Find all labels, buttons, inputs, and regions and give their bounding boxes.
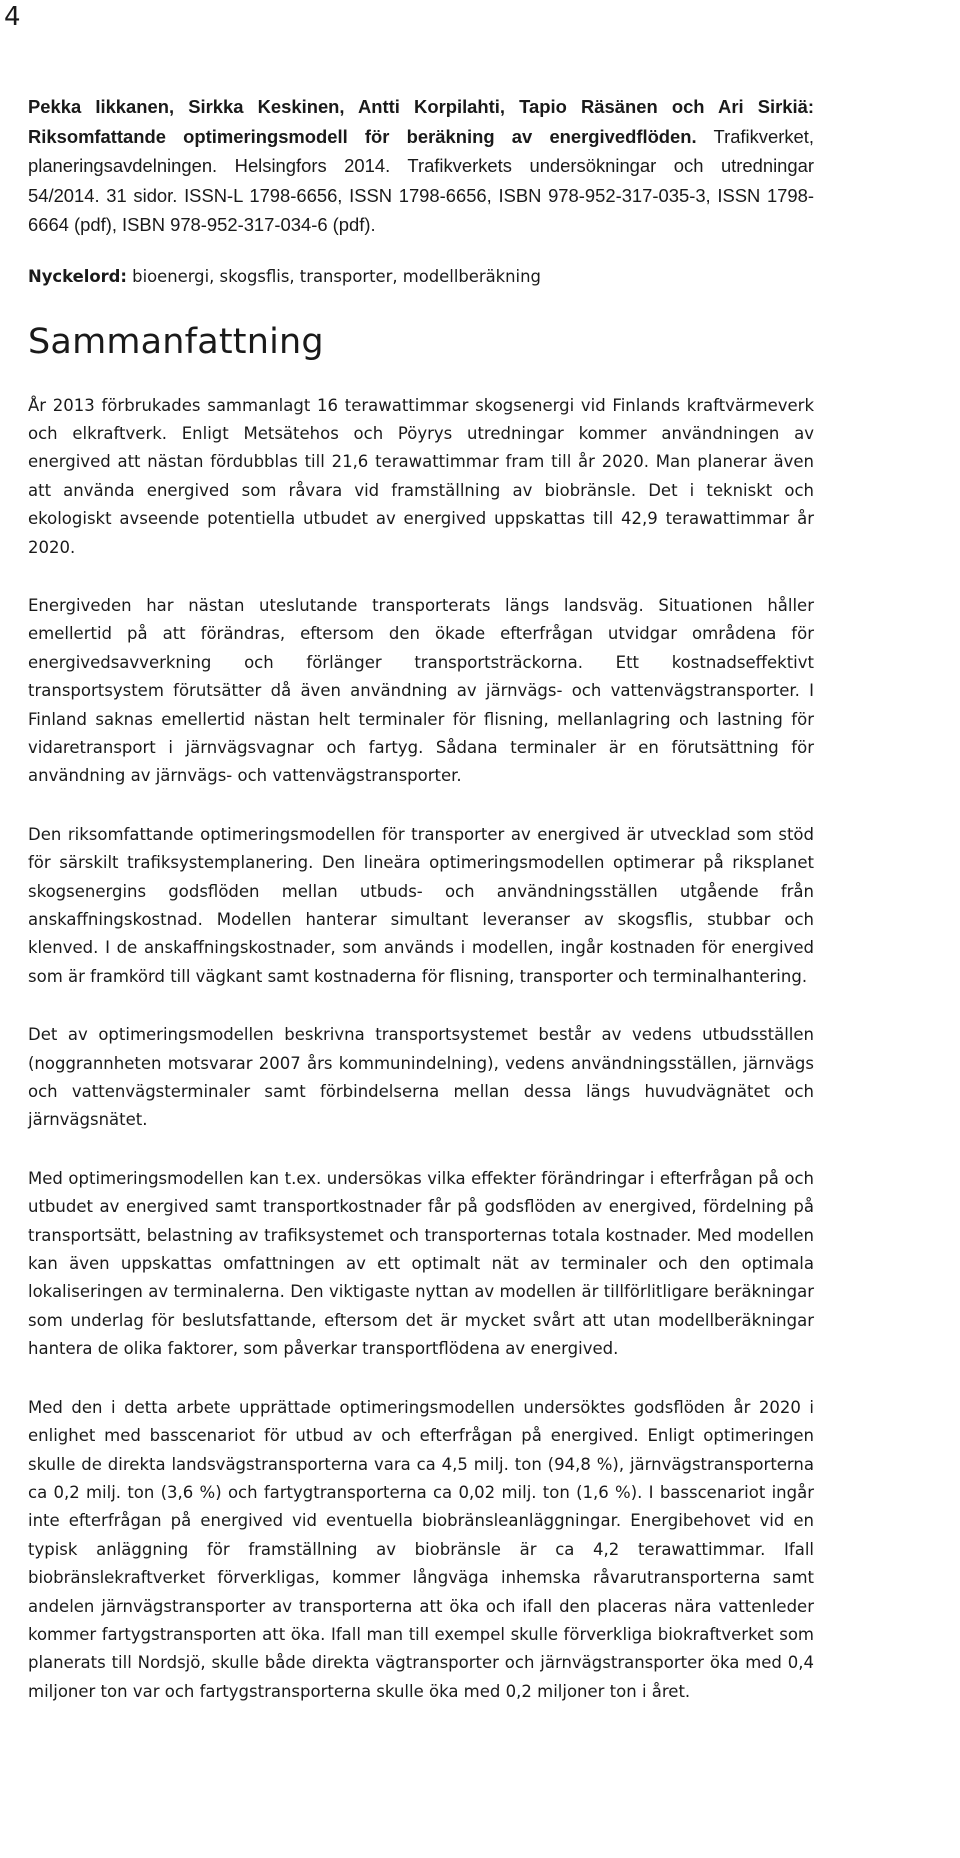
keywords-value: bioenergi, skogsflis, transporter, modellberäkning: [132, 266, 541, 286]
page-content: [28, 92, 814, 1706]
bibliographic-reference: [28, 92, 814, 240]
summary-heading: Sammanfattning: [28, 321, 324, 362]
summary-paragraph: Med den i detta arbete upprättade optimeringsmodellen undersöktes godsflöden år 2020 i enlighet med basscenariot för utbud av och efterfrågan på energived. Enligt optimeringen skulle de direkta landsvägstransporterna vara ca 4,5 milj. ton (94,8 %), järnvägstransporterna ca 0,2 milj. ton (3,6 %) och fartygtransporterna ca 0,02 milj. ton (1,6 %). I basscenariot ingår inte efterfrågan på energived vid eventuella biobränsleanläggningar. Energibehovet vid en typisk anläggning för framställning av biobränsle är ca 4,2 terawattimmar. Ifall biobränslekraftverket förverkligas, kommer långväga inhemska råvarutransporterna samt andelen järnvägstransporter av transporterna att öka och ifall den placeras nära vattenleder kommer fartygstransporten att öka. Ifall man till exempel skulle förverkliga biokraftverket som planerats till Nordsjö, skulle både direkta vägtransporter och järnvägstransporter öka med 0,4 miljoner ton var och fartygstransporterna skulle öka med 0,2 miljoner ton i året.: [28, 1397, 814, 1701]
page-number: 4: [4, 2, 21, 32]
summary-paragraph: Med optimeringsmodellen kan t.ex. undersökas vilka effekter förändringar i efterfrågan på och utbudet av energived samt transportkostnader får på godsflöden av energived, fördelning på transportsätt, belastning av trafiksystemet och transporternas totala kostnader. Med modellen kan även uppskattas omfattningen av ett optimalt nät av terminaler och den optimala lokaliseringen av terminalerna. Den viktigaste nyttan av modellen är tillförlitligare beräkningar som underlag för beslutsfattande, eftersom det är mycket svårt att utan modellberäkningar hantera de olika faktorer, som påverkar transportflödena av energived.: [28, 1168, 814, 1359]
reference-details: Trafikverket, planeringsavdelningen. Helsingfors 2014. Trafikverkets undersökningar och utredningar 54/2014. 31 sidor. ISSN-L 1798-6656, ISSN 1798-6656, ISBN 978-952-317-035-3, ISSN 1798-6664 (pdf), ISBN 978-952-317-034-6 (pdf).: [28, 125, 814, 235]
keywords-line: [28, 262, 814, 291]
summary-paragraph: Energiveden har nästan uteslutande transporterats längs landsväg. Situationen håller emellertid på att förändras, eftersom den ökade efterfrågan utvidgar områdena för energivedsavverkning och förlänger transportsträckorna. Ett kostnadseffektivt transportsystem förutsätter då även användning av järnvägs- och vattenvägstransporter. I Finland saknas emellertid nästan helt terminaler för flisning, mellanlagring och lastning för vidaretransport i järnvägsvagnar och fartyg. Sådana terminaler är en förutsättning för användning av järnvägs- och vattenvägstransporter.: [28, 595, 814, 786]
reference-authors-title: Pekka Iikkanen, Sirkka Keskinen, Antti Korpilahti, Tapio Räsänen och Ari Sirkiä: Riksomfattande optimeringsmodell för beräkning av energivedflöden.: [28, 96, 814, 147]
summary-paragraph: Den riksomfattande optimeringsmodellen för transporter av energived är utvecklad som stöd för särskilt trafiksystemplanering. Den lineära optimeringsmodellen optimerar på riksplanet skogsenergins godsflöden mellan utbuds- och användningsställen utgående från anskaffningskostnad. Modellen hanterar simultant leveranser av skogsflis, stubbar och klenved. I de anskaffningskostnader, som används i modellen, ingår kostnaden för energived som är framkörd till vägkant samt kostnaderna för flisning, transporter och terminalhantering.: [28, 824, 814, 986]
summary-paragraph: Det av optimeringsmodellen beskrivna transportsystemet består av vedens utbudsställen (noggrannheten motsvarar 2007 års kommunindelning), vedens användningsställen, järnvägs och vattenvägsterminaler samt förbindelserna mellan dessa längs huvudvägnätet och järnvägsnätet.: [28, 1025, 814, 1130]
summary-paragraph: År 2013 förbrukades sammanlagt 16 terawattimmar skogsenergi vid Finlands kraftvärmeverk och elkraftverk. Enligt Metsätehos och Pöyrys utredningar kommer användningen av energived att nästan fördubblas till 21,6 terawattimmar fram till år 2020. Man planerar även att använda energived som råvara vid framställning av biobränsle. Det i tekniskt och ekologiskt avseende potentiella utbudet av energived uppskattas till 42,9 terawattimmar år 2020.: [28, 395, 814, 557]
keywords-label: Nyckelord:: [28, 266, 127, 286]
